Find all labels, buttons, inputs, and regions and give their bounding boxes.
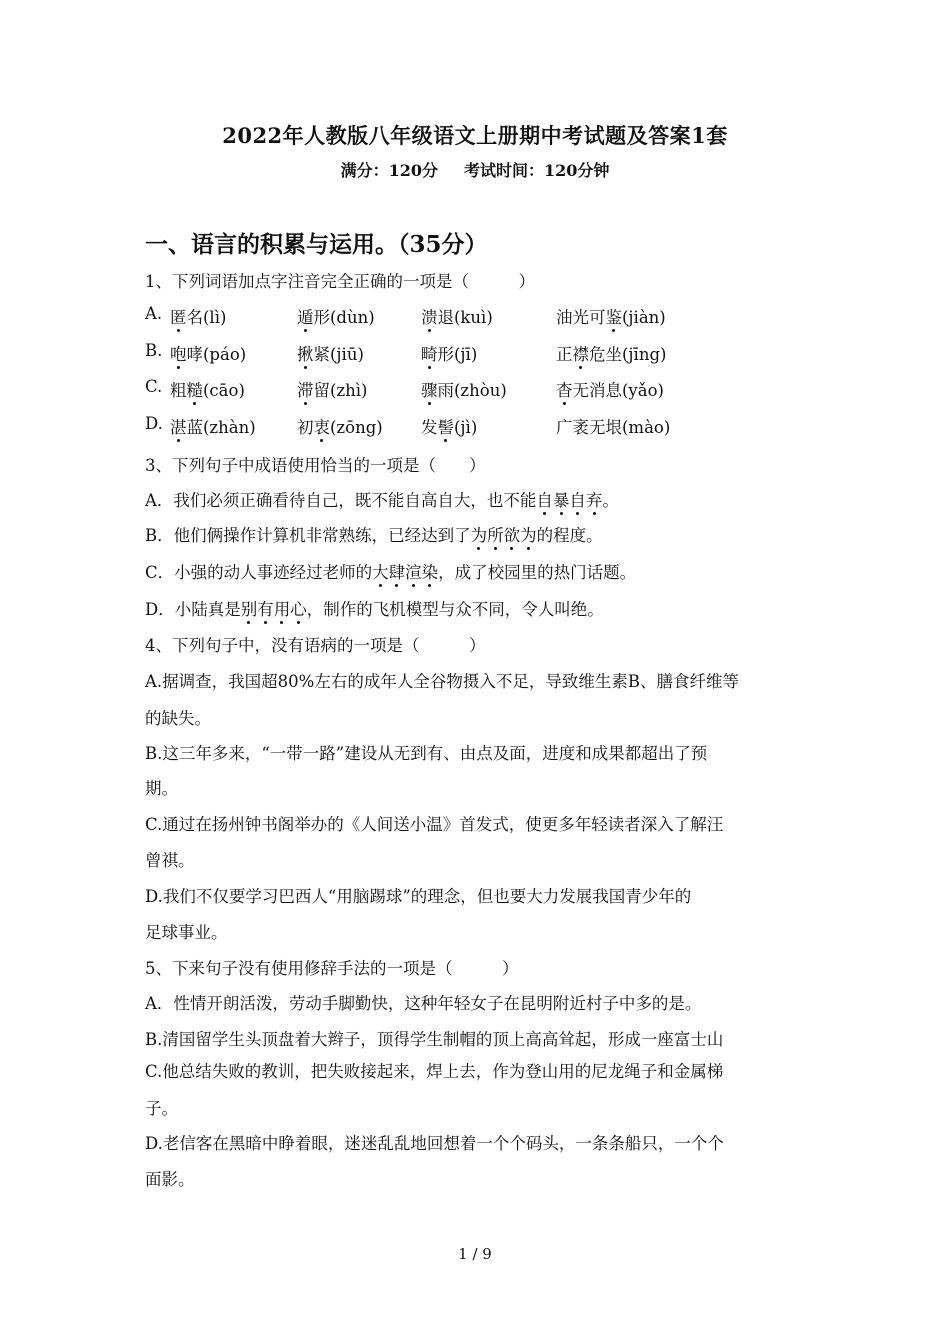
page-title: 2022年人教版八年级语文上册期中考试题及答案1套 bbox=[222, 123, 728, 148]
dotted-char: 杳 bbox=[556, 381, 573, 400]
question-5-option-d: D.老信客在黑暗中睁着眼，迷迷乱乱地回想着一个个码头，一条条船只，一个个 bbox=[145, 1134, 724, 1153]
dotted-char: 湛 bbox=[170, 418, 187, 437]
dotted-char: 揪 bbox=[297, 345, 314, 364]
option-word: 正襟危坐(jīng) bbox=[556, 341, 666, 365]
option-label: C. bbox=[145, 377, 163, 396]
dotted-idiom: 自暴自弃 bbox=[536, 491, 602, 510]
dotted-char: 滞 bbox=[297, 381, 314, 400]
page-number: 1 / 9 bbox=[458, 1245, 492, 1263]
question-4-option-b-cont: 期。 bbox=[145, 779, 178, 798]
dotted-char: 糙 bbox=[187, 381, 204, 400]
option-label: D. bbox=[145, 414, 163, 433]
option-word: 发髻(jì) bbox=[421, 414, 477, 438]
question-3-option-d: D．小陆真是别有用心，制作的飞机模型与众不同，令人叫绝。 bbox=[145, 596, 810, 620]
option-word: 骤雨(zhòu) bbox=[421, 377, 507, 401]
option-word: 滞留(zhì) bbox=[297, 377, 367, 401]
question-4-option-a: A.据调查，我国超80%左右的成年人全谷物摄入不足，导致维生素B、膳食纤维等 bbox=[145, 672, 739, 691]
option-word: 油光可鉴(jiàn) bbox=[556, 304, 666, 328]
question-4-option-c-cont: 曾祺。 bbox=[145, 851, 195, 870]
question-3-option-b: B．他们俩操作计算机非常熟练，已经达到了为所欲为的程度。 bbox=[145, 522, 810, 546]
option-word: 杳无消息(yǎo) bbox=[556, 377, 664, 401]
dotted-char: 衷 bbox=[314, 418, 331, 437]
question-1-stem: 1、下列词语加点字注音完全正确的一项是（ ） bbox=[145, 272, 535, 291]
section-heading: 一、语言的积累与运用。（35分） bbox=[145, 231, 488, 258]
question-3-option-a: A．我们必须正确看待自己，既不能自高自大，也不能自暴自弃。 bbox=[145, 487, 810, 511]
dotted-char: 鉴 bbox=[606, 308, 623, 327]
dotted-char: 遁 bbox=[297, 308, 314, 327]
question-4-stem: 4、下列句子中，没有语病的一项是（ ） bbox=[145, 636, 486, 655]
question-5-option-c-cont: 子。 bbox=[145, 1099, 178, 1118]
option-word: 溃退(kuì) bbox=[421, 304, 493, 328]
question-4-option-d-cont: 足球事业。 bbox=[145, 923, 228, 942]
dotted-char: 襟 bbox=[573, 345, 590, 364]
option-label: B. bbox=[145, 341, 163, 360]
option-word: 咆哮(páo) bbox=[170, 341, 246, 365]
option-word: 广袤无垠(mào) bbox=[556, 418, 671, 437]
option-word: 揪紧(jiū) bbox=[297, 341, 364, 365]
exam-time: 考试时间：120分钟 bbox=[464, 161, 610, 180]
question-3-stem: 3、下列句子中成语使用恰当的一项是（ ） bbox=[145, 456, 486, 475]
dotted-char: 骤 bbox=[421, 381, 438, 400]
question-5-option-b: B.清国留学生头顶盘着大辫子，顶得学生制帽的顶上高高耸起，形成一座富士山 bbox=[145, 1030, 724, 1049]
question-4-option-a-cont: 的缺失。 bbox=[145, 709, 211, 728]
dotted-char: 匿 bbox=[170, 308, 187, 327]
dotted-char: 畸 bbox=[421, 345, 438, 364]
dotted-idiom: 别有用心 bbox=[241, 600, 307, 619]
option-word: 湛蓝(zhàn) bbox=[170, 414, 256, 438]
exam-info bbox=[0, 158, 950, 181]
question-5-stem: 5、下来句子没有使用修辞手法的一项是（ ） bbox=[145, 959, 519, 978]
option-word: 粗糙(cāo) bbox=[170, 377, 245, 401]
dotted-idiom: 大肆渲染 bbox=[372, 563, 438, 582]
question-5-option-a: A．性情开朗活泼，劳动手脚勤快，这种年轻女子在昆明附近村子中多的是。 bbox=[145, 994, 702, 1013]
question-5-option-d-cont: 面影。 bbox=[145, 1170, 195, 1189]
option-label: A. bbox=[145, 304, 163, 323]
option-word: 畸形(jī) bbox=[421, 341, 477, 365]
question-4-option-c: C.通过在扬州钟书阁举办的《人间送小温》首发式，使更多年轻读者深入了解汪 bbox=[145, 815, 724, 834]
question-4-option-b: B.这三年多来，“一带一路”建设从无到有、由点及面，进度和成果都超出了预 bbox=[145, 744, 708, 763]
dotted-char: 咆 bbox=[170, 345, 187, 364]
dotted-idiom: 为所欲为 bbox=[471, 526, 537, 545]
dotted-char: 溃 bbox=[421, 308, 438, 327]
question-5-option-c: C.他总结失败的教训，把失败接起来，焊上去，作为登山用的尼龙绳子和金属梯 bbox=[145, 1062, 724, 1081]
option-word: 匿名(lì) bbox=[170, 304, 226, 328]
dotted-char: 髻 bbox=[438, 418, 455, 437]
option-word: 初衷(zōng) bbox=[297, 414, 383, 438]
question-3-option-c: C．小强的动人事迹经过老师的大肆渲染，成了校园里的热门话题。 bbox=[145, 559, 810, 583]
option-word: 遁形(dùn) bbox=[297, 304, 375, 328]
question-4-option-d: D.我们不仅要学习巴西人“用脑踢球”的理念，但也要大力发展我国青少年的 bbox=[145, 887, 692, 906]
full-score: 满分：120分 bbox=[340, 161, 438, 180]
